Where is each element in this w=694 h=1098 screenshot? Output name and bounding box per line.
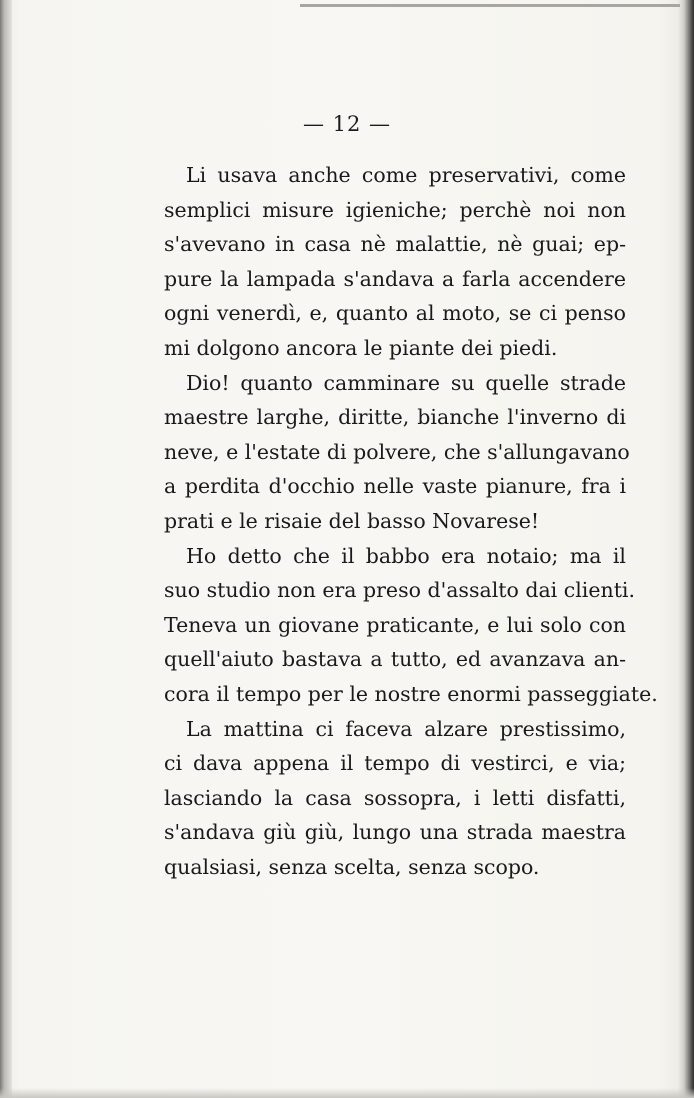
text-line: mi dolgono ancora le piante dei piedi.: [164, 335, 558, 360]
text-line: La mattina ci faceva alzare prestissimo,: [186, 716, 626, 741]
body-text: [164, 158, 658, 884]
text-line: ogni venerdì, e, quanto al moto, se ci penso: [164, 301, 626, 326]
page-right-edge: [678, 0, 694, 1098]
text-line: Li usava anche come preservativi, come: [186, 163, 626, 187]
text-line: neve, e l'estate di polvere, che s'allungavano: [164, 439, 630, 464]
text-line: Teneva un giovane praticante, e lui solo con: [164, 612, 626, 637]
text-line: Dio! quanto camminare su quelle strade: [186, 370, 626, 395]
text-line: a perdita d'occhio nelle vaste pianure, fra i: [164, 474, 626, 499]
text-line: qualsiasi, senza scelta, senza scopo.: [164, 854, 540, 879]
page-bottom-edge: [0, 1088, 694, 1098]
text-line: semplici misure igieniche; perchè noi non: [164, 197, 626, 222]
text-line: lasciando la casa sossopra, i letti disfatti,: [164, 785, 626, 810]
text-line: s'andava giù giù, lungo una strada maestra: [164, 820, 626, 845]
page-number: — 12 —: [302, 112, 392, 136]
text-line: maestre larghe, diritte, bianche l'inverno di: [164, 405, 626, 430]
text-line: suo studio non era preso d'assalto dai clienti.: [164, 578, 635, 603]
text-line: s'avevano in casa nè malattie, nè guai; ep-: [164, 232, 626, 257]
text-line: quell'aiuto bastava a tutto, ed avanzava an-: [164, 647, 626, 672]
text-line: cora il tempo per le nostre enormi passeggiate.: [164, 681, 658, 706]
scan-top-line: [300, 4, 680, 7]
page-left-edge: [0, 0, 12, 1098]
text-line: pure la lampada s'andava a farla accendere: [164, 266, 626, 291]
text-line: ci dava appena il tempo di vestirci, e via;: [164, 751, 626, 776]
text-line: prati e le risaie del basso Novarese!: [164, 508, 540, 533]
text-line: Ho detto che il babbo era notaio; ma il: [186, 543, 626, 568]
